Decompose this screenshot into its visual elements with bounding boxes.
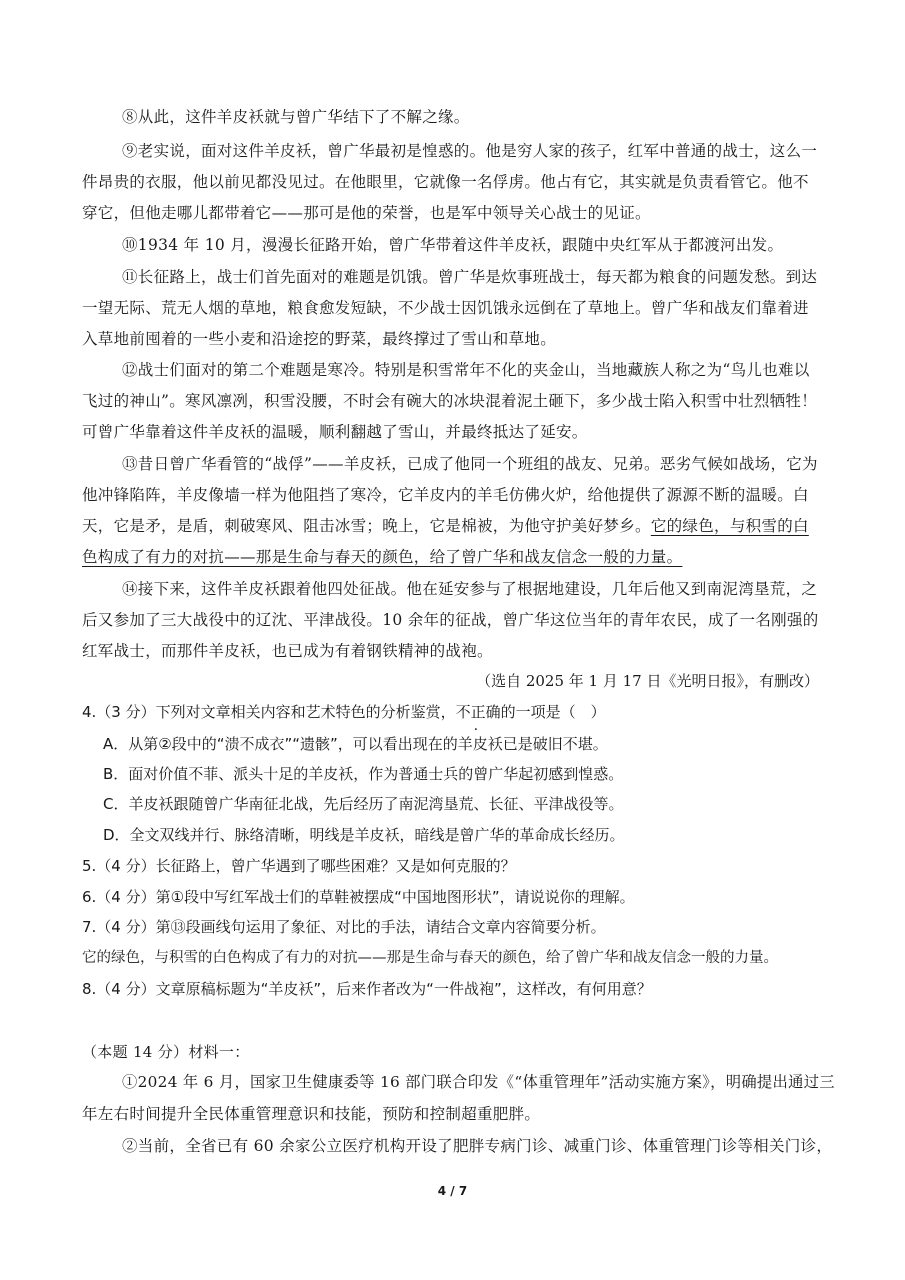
- question-7: 7.（4 分）第⑬段画线句运用了象征、对比的手法，请结合文章内容简要分析。: [82, 918, 606, 936]
- paragraph-14-line-3: 红军战士，而那件羊皮袄，也已成为有着钢铁精神的战袍。: [82, 642, 493, 660]
- material-2-line-1: ②当前，全省已有 60 余家公立医疗机构开设了肥胖专病门诊、减重门诊、体重管理门诊等相关门诊，: [122, 1137, 833, 1155]
- material-1-line-2: 年左右时间提升全民体重管理意识和技能，预防和控制超重肥胖。: [82, 1105, 541, 1123]
- material-1-line-1: ①2024 年 6 月，国家卫生健康委等 16 部门联合印发《“体重管理年”活动实施方案》，明确提出通过三: [122, 1073, 835, 1091]
- option-a: A．从第②段中的“溃不成衣”“遗骸”，可以看出现在的羊皮袄已是破旧不堪。: [103, 735, 608, 753]
- paragraph-11-line-2: 一望无际、荒无人烟的草地，粮食愈发短缺，不少战士因饥饿永远倒在了草地上。曾广华和战友们靠着进: [82, 299, 809, 317]
- paragraph-9-line-3: 穿它，但他走哪儿都带着它——那可是他的荣誉，也是军中领导关心战士的见证。: [82, 204, 651, 222]
- question-8: 8.（4 分）文章原稿标题为“羊皮袄”，后来作者改为“一件战袍”，这样改，有何用意？: [82, 980, 652, 998]
- question-4-tail: 的一项是（ ）: [500, 703, 606, 721]
- question-5: 5.（4 分）长征路上，曾广华遇到了哪些困难？又是如何克服的？: [82, 857, 516, 875]
- underlined-sentence-start: 它的绿色，与积雪的白: [650, 517, 809, 535]
- paragraph-13-text: 天，它是矛，是盾，刺破寒风、阻击冰雪；晚上，它是棉被，为他守护美好梦乡。: [82, 517, 651, 535]
- paragraph-12-line-2: 飞过的神山”。寒风凛冽，积雪没腰，不时会有碗大的冰块混着泥土砸下，多少战士陷入积雪中壮烈牺牲！: [82, 392, 818, 410]
- paragraph-12-line-1: ⑫战士们面对的第二个难题是寒冷。特别是积雪常年不化的夹金山，当地藏族人称之为“鸟儿也难以: [122, 361, 810, 379]
- option-d: D．全文双线并行、脉络清晰，明线是羊皮袄，暗线是曾广华的革命成长经历。: [103, 826, 625, 844]
- paragraph-9-line-1: ⑨老实说，面对这件羊皮袄，曾广华最初是惶惑的。他是穷人家的孩子，红军中普通的战士，这么一: [122, 142, 818, 160]
- paragraph-12-line-3: 可曾广华靠着这件羊皮袄的温暖，顺利翻越了雪山，并最终抵达了延安。: [82, 423, 588, 441]
- paragraph-13-line-3: [82, 511, 809, 541]
- paragraph-14-line-1: ⑭接下来，这件羊皮袄跟着他四处征战。他在延安参与了根据地建设，几年后他又到南泥湾垦荒，之: [122, 580, 818, 598]
- paragraph-13-line-2: 他冲锋陷阵，羊皮像墙一样为他阻挡了寒冷，它羊皮内的羊毛仿佛火炉，给他提供了源源不断的温暖。白: [82, 486, 809, 504]
- paragraph-14-line-2: 后又参加了三大战役中的辽沈、平津战役。10 余年的征战，曾广华这位当年的青年农民，成了一名刚强的: [82, 611, 819, 629]
- material-header: （本题 14 分）材料一：: [82, 1043, 250, 1061]
- question-7-quote: 它的绿色，与积雪的白色构成了有力的对抗——那是生命与春天的颜色，给了曾广华和战友信念一般的力量。: [82, 950, 778, 966]
- question-4: [82, 697, 606, 727]
- paragraph-11-line-3: 入草地前囤着的一些小麦和沿途挖的野菜，最终撑过了雪山和草地。: [82, 330, 557, 348]
- question-6: 6.（4 分）第①段中写红军战士们的草鞋被摆成“中国地图形状”，请说说你的理解。: [82, 888, 635, 906]
- question-4-emphasis: 不正确: [455, 703, 501, 721]
- option-b: B．面对价值不菲、派头十足的羊皮袄，作为普通士兵的曾广华起初感到惶惑。: [103, 765, 624, 783]
- paragraph-10: ⑩1934 年 10 月，漫漫长征路开始，曾广华带着这件羊皮袄，跟随中央红军从于都渡河出发。: [122, 236, 784, 254]
- underlined-sentence-end: 色构成了有力的对抗——那是生命与春天的颜色，给了曾广华和战友信念一般的力量。: [82, 548, 683, 566]
- source-citation: （选自 2025 年 1 月 17 日《光明日报》，有删改）: [476, 672, 819, 690]
- question-4-stem: 4.（3 分）下列对文章相关内容和艺术特色的分析鉴赏，: [82, 703, 456, 721]
- paragraph-8: ⑧从此，这件羊皮袄就与曾广华结下了不解之缘。: [122, 108, 470, 126]
- option-c: C．羊皮袄跟随曾广华南征北战，先后经历了南泥湾垦荒、长征、平津战役等。: [103, 795, 624, 813]
- paragraph-9-line-2: 件昂贵的衣服，他以前见都没见过。在他眼里，它就像一名俘虏。他占有它，其实就是负责看管它。他不: [82, 173, 809, 191]
- paragraph-11-line-1: ⑪长征路上，战士们首先面对的难题是饥饿。曾广华是炊事班战士，每天都为粮食的问题发愁。到达: [122, 268, 818, 286]
- page-number: 4 / 7: [437, 1184, 468, 1198]
- paragraph-13-line-1: ⑬昔日曾广华看管的“战俘”——羊皮袄，已成了他同一个班组的战友、兄弟。恶劣气候如战场，它为: [122, 455, 818, 473]
